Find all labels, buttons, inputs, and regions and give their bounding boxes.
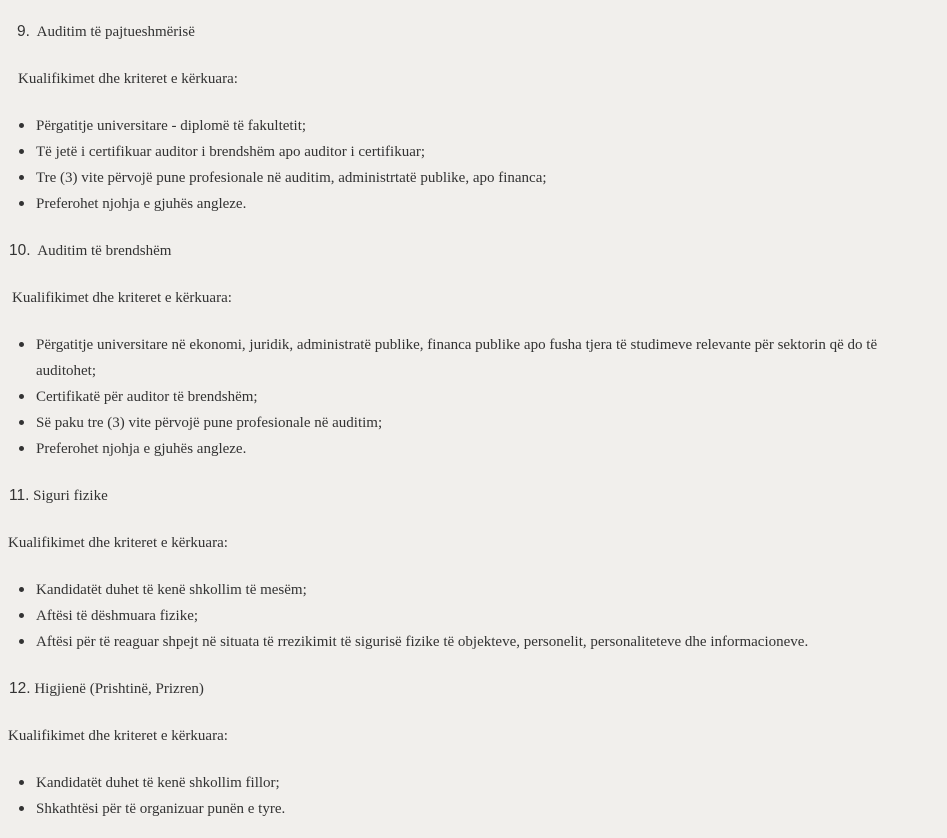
list-item: Përgatitje universitare në ekonomi, juridik, administratë publike, financa publike apo fusha tjera të studimeve relevante për sektorin që do të auditohet; [0,332,896,384]
section-title: Auditim të brendshëm [37,243,172,259]
section-11-heading [9,486,108,506]
section-number: 11. [9,487,30,504]
list-item: Kandidatët duhet të kenë shkollim fillor; [0,770,285,796]
list-item: Të jetë i certifikuar auditor i brendshëm apo auditor i certifikuar; [0,139,547,165]
section-number: 12. [9,680,31,697]
section-title: Siguri fizike [33,488,108,504]
section-number: 10. [9,242,31,259]
criteria-label: Kualifikimet dhe kriteret e kërkuara: [18,71,238,87]
section-title: Auditim të pajtueshmërisë [36,24,195,40]
list-item: Përgatitje universitare - diplomë të fakultetit; [0,113,547,139]
criteria-label: Kualifikimet dhe kriteret e kërkuara: [8,728,228,744]
section-9-list [0,113,547,217]
section-10-list [0,332,896,462]
section-10-heading [9,241,171,261]
list-item: Preferohet njohja e gjuhës angleze. [0,436,896,462]
criteria-label: Kualifikimet dhe kriteret e kërkuara: [12,290,232,306]
section-9-heading [17,22,195,42]
criteria-label: Kualifikimet dhe kriteret e kërkuara: [8,535,228,551]
list-item: Së paku tre (3) vite përvojë pune profesionale në auditim; [0,410,896,436]
section-12-list [0,770,285,822]
list-item: Preferohet njohja e gjuhës angleze. [0,191,547,217]
list-item: Kandidatët duhet të kenë shkollim të mesëm; [0,577,808,603]
list-item: Tre (3) vite përvojë pune profesionale në auditim, administrtatë publike, apo financa; [0,165,547,191]
section-number: 9. [17,23,30,40]
section-11-list [0,577,808,655]
section-12-heading [9,679,204,699]
list-item: Aftësi të dëshmuara fizike; [0,603,808,629]
list-item: Certifikatë për auditor të brendshëm; [0,384,896,410]
list-item: Shkathtësi për të organizuar punën e tyre. [0,796,285,822]
section-title: Higjienë (Prishtinë, Prizren) [34,681,204,697]
list-item: Aftësi për të reaguar shpejt në situata të rrezikimit të sigurisë fizike të objekteve, personelit, personaliteteve dhe informacioneve. [0,629,808,655]
